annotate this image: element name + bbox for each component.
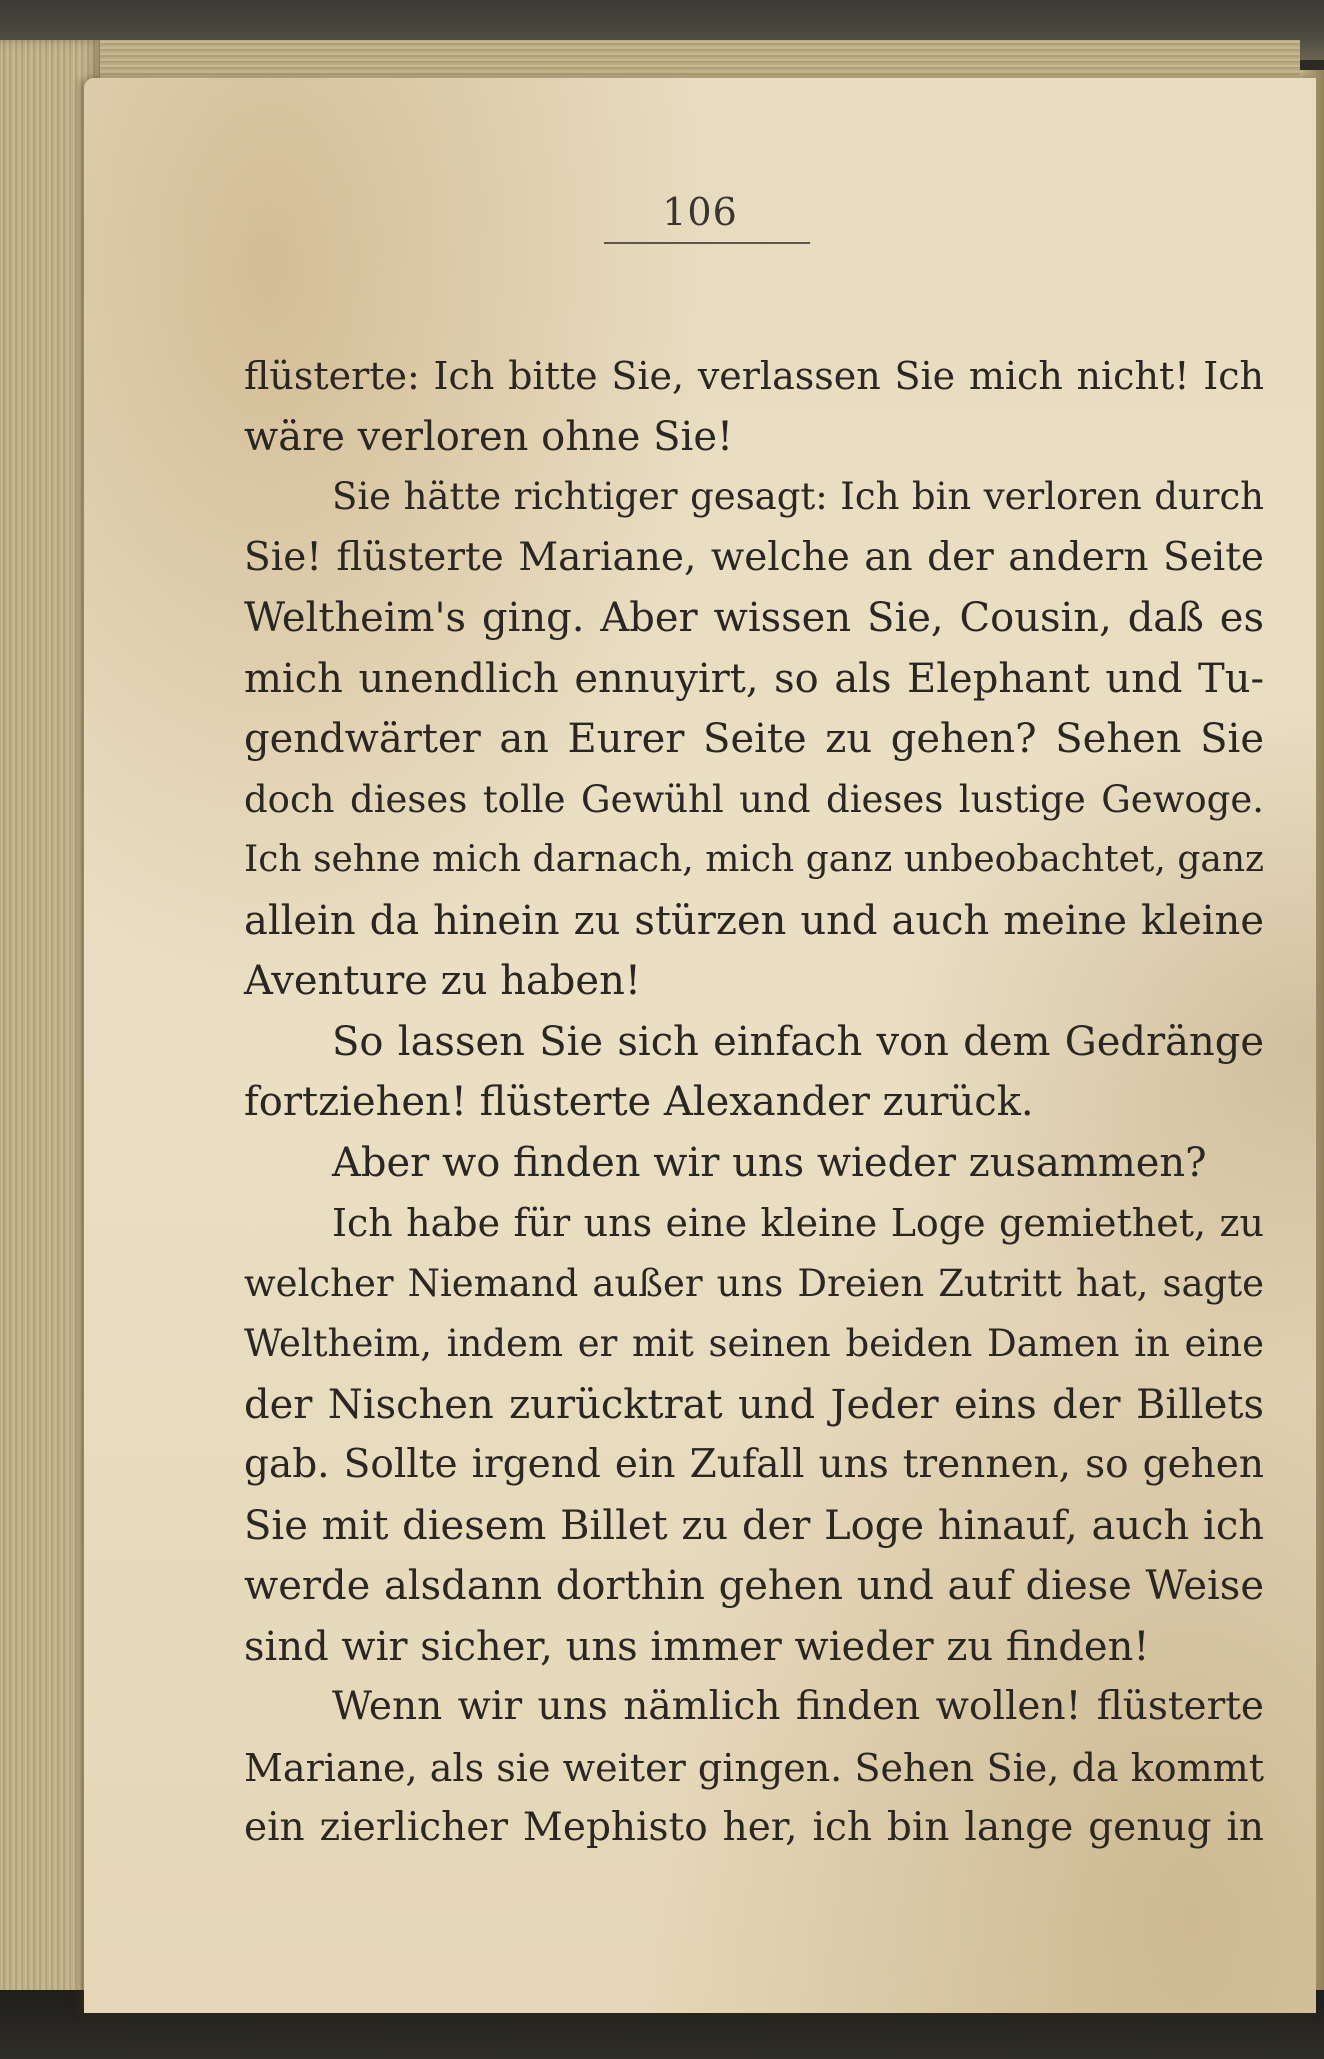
text-line: werde alsdann dorthin gehen und auf diese Weise: [244, 1563, 1264, 1609]
text-line: allein da hinein zu stürzen und auch meine kleine: [244, 897, 1264, 944]
page-number-rule: [604, 242, 810, 244]
text-line: welcher Niemand außer uns Dreien Zutritt hat, sagte: [244, 1261, 1264, 1305]
text-line: sind wir sicher, uns immer wieder zu finden!: [244, 1623, 1150, 1670]
text-line: der Nischen zurücktrat und Jeder eins der Billets: [244, 1381, 1264, 1428]
text-line: ein zierlicher Mephisto her, ich bin lange genug in: [244, 1805, 1264, 1850]
text-line: Ich habe für uns eine kleine Loge gemiethet, zu: [332, 1201, 1264, 1245]
text-line: Weltheim's ging. Aber wissen Sie, Cousin, daß es: [244, 595, 1264, 641]
page-body-text: [244, 346, 1264, 1859]
text-line: Aventure zu haben!: [244, 958, 641, 1004]
page-number: 106: [662, 190, 738, 234]
text-line: Ich sehne mich darnach, mich ganz unbeobachtet, ganz: [244, 839, 1264, 880]
text-line: Sie hätte richtiger gesagt: Ich bin verloren durch: [332, 475, 1264, 518]
text-line: doch dieses tolle Gewühl und dieses lustige Gewoge.: [244, 777, 1264, 821]
book-page: [84, 78, 1316, 2013]
text-line: So lassen Sie sich einfach von dem Gedränge: [332, 1018, 1264, 1065]
text-line: Aber wo finden wir uns wieder zusammen?: [332, 1139, 1207, 1186]
text-line: gab. Sollte irgend ein Zufall uns trennen, so gehen: [244, 1442, 1264, 1487]
text-line: mich unendlich ennuyirt, so als Elephant und Tu-: [244, 655, 1264, 702]
text-line: Mariane, als sie weiter gingen. Sehen Sie, da kommt: [244, 1745, 1264, 1790]
text-line: Sie mit diesem Billet zu der Loge hinauf, auch ich: [244, 1502, 1264, 1549]
text-line: fortziehen! flüsterte Alexander zurück.: [244, 1079, 1034, 1125]
text-line: Sie! flüsterte Mariane, welche an der andern Seite: [244, 534, 1264, 580]
text-line: Wenn wir uns nämlich finden wollen! flüsterte: [332, 1684, 1264, 1729]
text-line: gendwärter an Eurer Seite zu gehen? Sehen Sie: [244, 716, 1264, 762]
text-line: Weltheim, indem er mit seinen beiden Damen in eine: [244, 1322, 1264, 1365]
text-line: wäre verloren ohne Sie!: [244, 413, 734, 460]
text-line: flüsterte: Ich bitte Sie, verlassen Sie mich nicht! Ich: [244, 354, 1264, 398]
